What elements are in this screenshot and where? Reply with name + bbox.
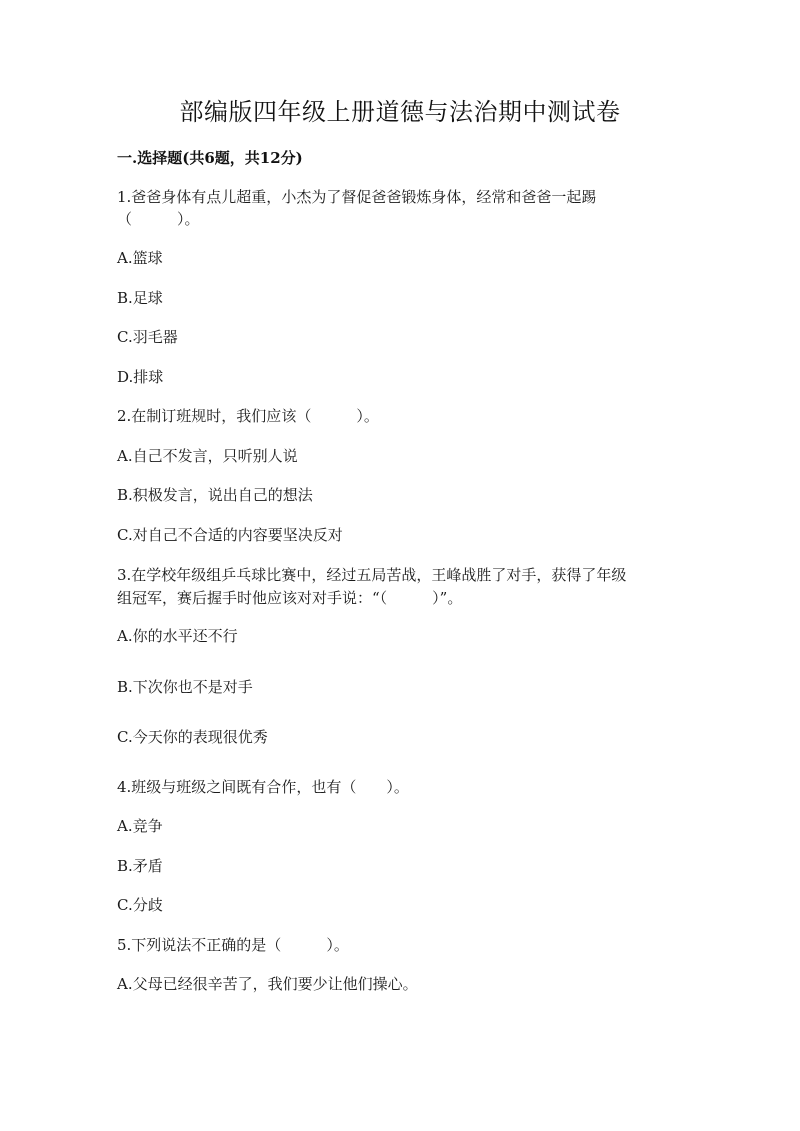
- question-4-option-a: A.竞争: [117, 817, 163, 835]
- question-1-text-cont: （ ）。: [117, 210, 200, 228]
- question-3-option-b: B.下次你也不是对手: [117, 678, 253, 696]
- question-3-text: 3.在学校年级组乒乓球比赛中，经过五局苦战，王峰战胜了对手，获得了年级: [117, 566, 627, 584]
- question-4-text: 4.班级与班级之间既有合作，也有（ ）。: [117, 778, 409, 796]
- question-3-option-c: C.今天你的表现很优秀: [117, 728, 268, 746]
- question-5-text: 5.下列说法不正确的是（ ）。: [117, 936, 349, 954]
- question-4-option-c: C.分歧: [117, 896, 163, 914]
- question-2-option-a: A.自己不发言，只听别人说: [117, 447, 298, 465]
- question-2-text: 2.在制订班规时，我们应该（ ）。: [117, 407, 379, 425]
- question-1-option-c: C.羽毛器: [117, 328, 178, 346]
- section-heading: 一.选择题(共6题，共12分): [117, 149, 303, 167]
- question-2-option-c: C.对自己不合适的内容要坚决反对: [117, 526, 343, 544]
- question-4-option-b: B.矛盾: [117, 857, 163, 875]
- question-3-text-cont: 组冠军，赛后握手时他应该对对手说：“（ ）”。: [117, 589, 463, 607]
- question-1-option-d: D.排球: [117, 368, 164, 386]
- page-title: 部编版四年级上册道德与法治期中测试卷: [179, 98, 621, 126]
- question-1-option-b: B.足球: [117, 289, 163, 307]
- question-3-option-a: A.你的水平还不行: [117, 627, 238, 645]
- question-1-text: 1.爸爸身体有点儿超重，小杰为了督促爸爸锻炼身体，经常和爸爸一起踢: [117, 188, 597, 206]
- question-5-option-a: A.父母已经很辛苦了，我们要少让他们操心。: [117, 975, 418, 993]
- question-2-option-b: B.积极发言，说出自己的想法: [117, 486, 313, 504]
- question-1-option-a: A.篮球: [117, 249, 163, 267]
